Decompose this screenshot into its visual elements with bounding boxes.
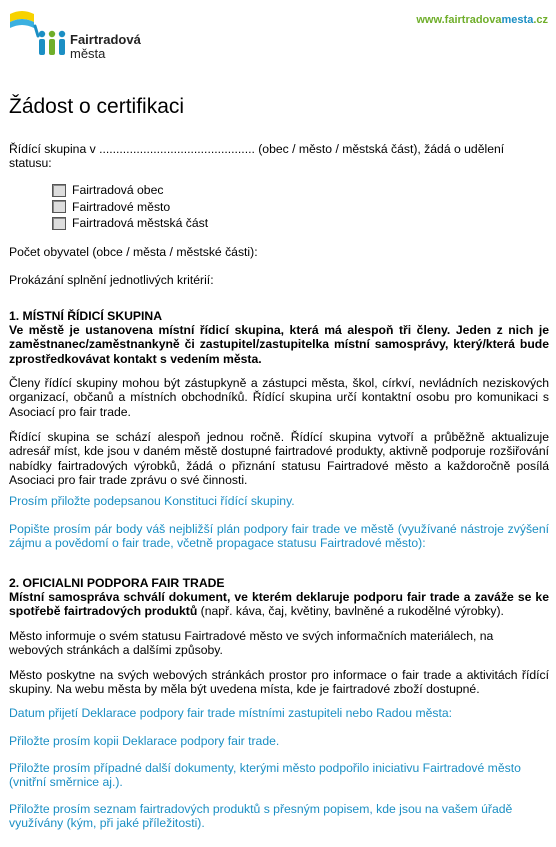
checkbox-mestska-cast[interactable] [52,217,66,230]
option-label: Fairtradové město [72,199,171,214]
section2-req3: Přiložte prosím případné další dokumenty, kterými město podpořilo iniciativu Fairtradové město (vnitřní směrnice aj.). [9,761,521,790]
checkbox-obec[interactable] [52,184,66,197]
section2-p2: Město poskytne na svých webových stránkách prostor pro informace o fair trade a aktivitách řídící skupiny. Na webu města by měla být uvedena místa, kde je fairtradové zboží dostupné. [9,668,549,697]
criteria-label: Prokázání splnění jednotlivých kritérií: [9,273,214,287]
logo-line2: města [70,46,106,61]
section1-heading: 1. MÍSTNÍ ŘÍDICÍ SKUPINA [9,309,163,323]
option-mesto[interactable] [52,199,208,216]
url-part2: mesta [501,14,534,26]
option-label: Fairtradová městská část [72,216,209,231]
url-part1: www.fairtradova [416,14,502,26]
logo-line1: Fairtradová [70,32,141,47]
url-part3: .cz [533,14,548,26]
section1-bold: Ve městě je ustanovena místní řídicí skupina, která má alespoň tři členy. Jeden z nich je zaměstnanec/zaměstnankyně či zastupitel/zastupitelka místní samosprávy, který/která bude zprostředkovávat kontakt s vedením města. [9,323,549,366]
population-label: Počet obyvatel (obce / města / městské části): [9,245,258,259]
section2-p1: Město informuje o svém statusu Fairtradové město ve svých informačních materiálech, na webových stránkách a dalšími způsoby. [9,629,494,658]
section1-req1: Prosím přiložte podepsanou Konstituci řídící skupiny. [9,494,295,508]
section2-intro [9,590,549,619]
section1-p1: Členy řídící skupiny mohou být zástupkyně a zástupci města, škol, církví, nevládních neziskových organizací, občanů a místních obchodníků. Řídící skupina určí kontaktní osobu pro komunikaci s Asociací pro fair trade. [9,376,549,419]
section2-bold-tail: (např. káva, čaj, květiny, bavlněné a rukodělné výrobky). [197,604,504,619]
section1-p2: Řídící skupina se schází alespoň jednou ročně. Řídící skupina vytvoří a průběžně aktualizuje adresář míst, kde jsou v daném městě dostupné fairtradové produkty, aktivně podporuje rozšiřování nabídky fairtradových výrobků, žádá o přiznání statusu Fairtradové město a každoročně posílá Asociaci pro fair trade zprávu o své činnosti. [9,430,549,488]
section2-bold: Místní samospráva schválí dokument, ve kterém deklaruje podporu fair trade a zaváže se ke spotřebě fairtradových produktů [9,590,549,619]
section2-req2: Přiložte prosím kopii Deklarace podpory fair trade. [9,734,280,748]
intro-line: Řídící skupina v .............................................. (obec / město / městská část), žádá o udělení statusu: [9,142,505,171]
status-options [52,182,208,232]
option-mestska-cast[interactable] [52,215,208,232]
logo-icon [8,6,68,66]
section2-req4: Přiložte prosím seznam fairtradových produktů s přesným popisem, kde jsou na vašem úřadě využívány (kým, při jaké příležitosti). [9,802,513,831]
logo-wordmark [70,33,141,61]
section2-req1: Datum přijetí Deklarace podpory fair trade místními zastupiteli nebo Radou města: [9,706,453,720]
page-title: Žádost o certifikaci [9,95,185,118]
website-link[interactable] [416,14,548,26]
section1-req2: Popište prosím pár body váš nejbližší plán podpory fair trade ve městě (využívané nástroje zvýšení zájmu a povědomí o fair trade, včetně propagace statusu Fairtradové město): [9,522,549,551]
section2-heading: 2. OFICIALNI PODPORA FAIR TRADE [9,576,225,590]
option-obec[interactable] [52,182,208,199]
checkbox-mesto[interactable] [52,200,66,213]
option-label: Fairtradová obec [72,183,164,198]
